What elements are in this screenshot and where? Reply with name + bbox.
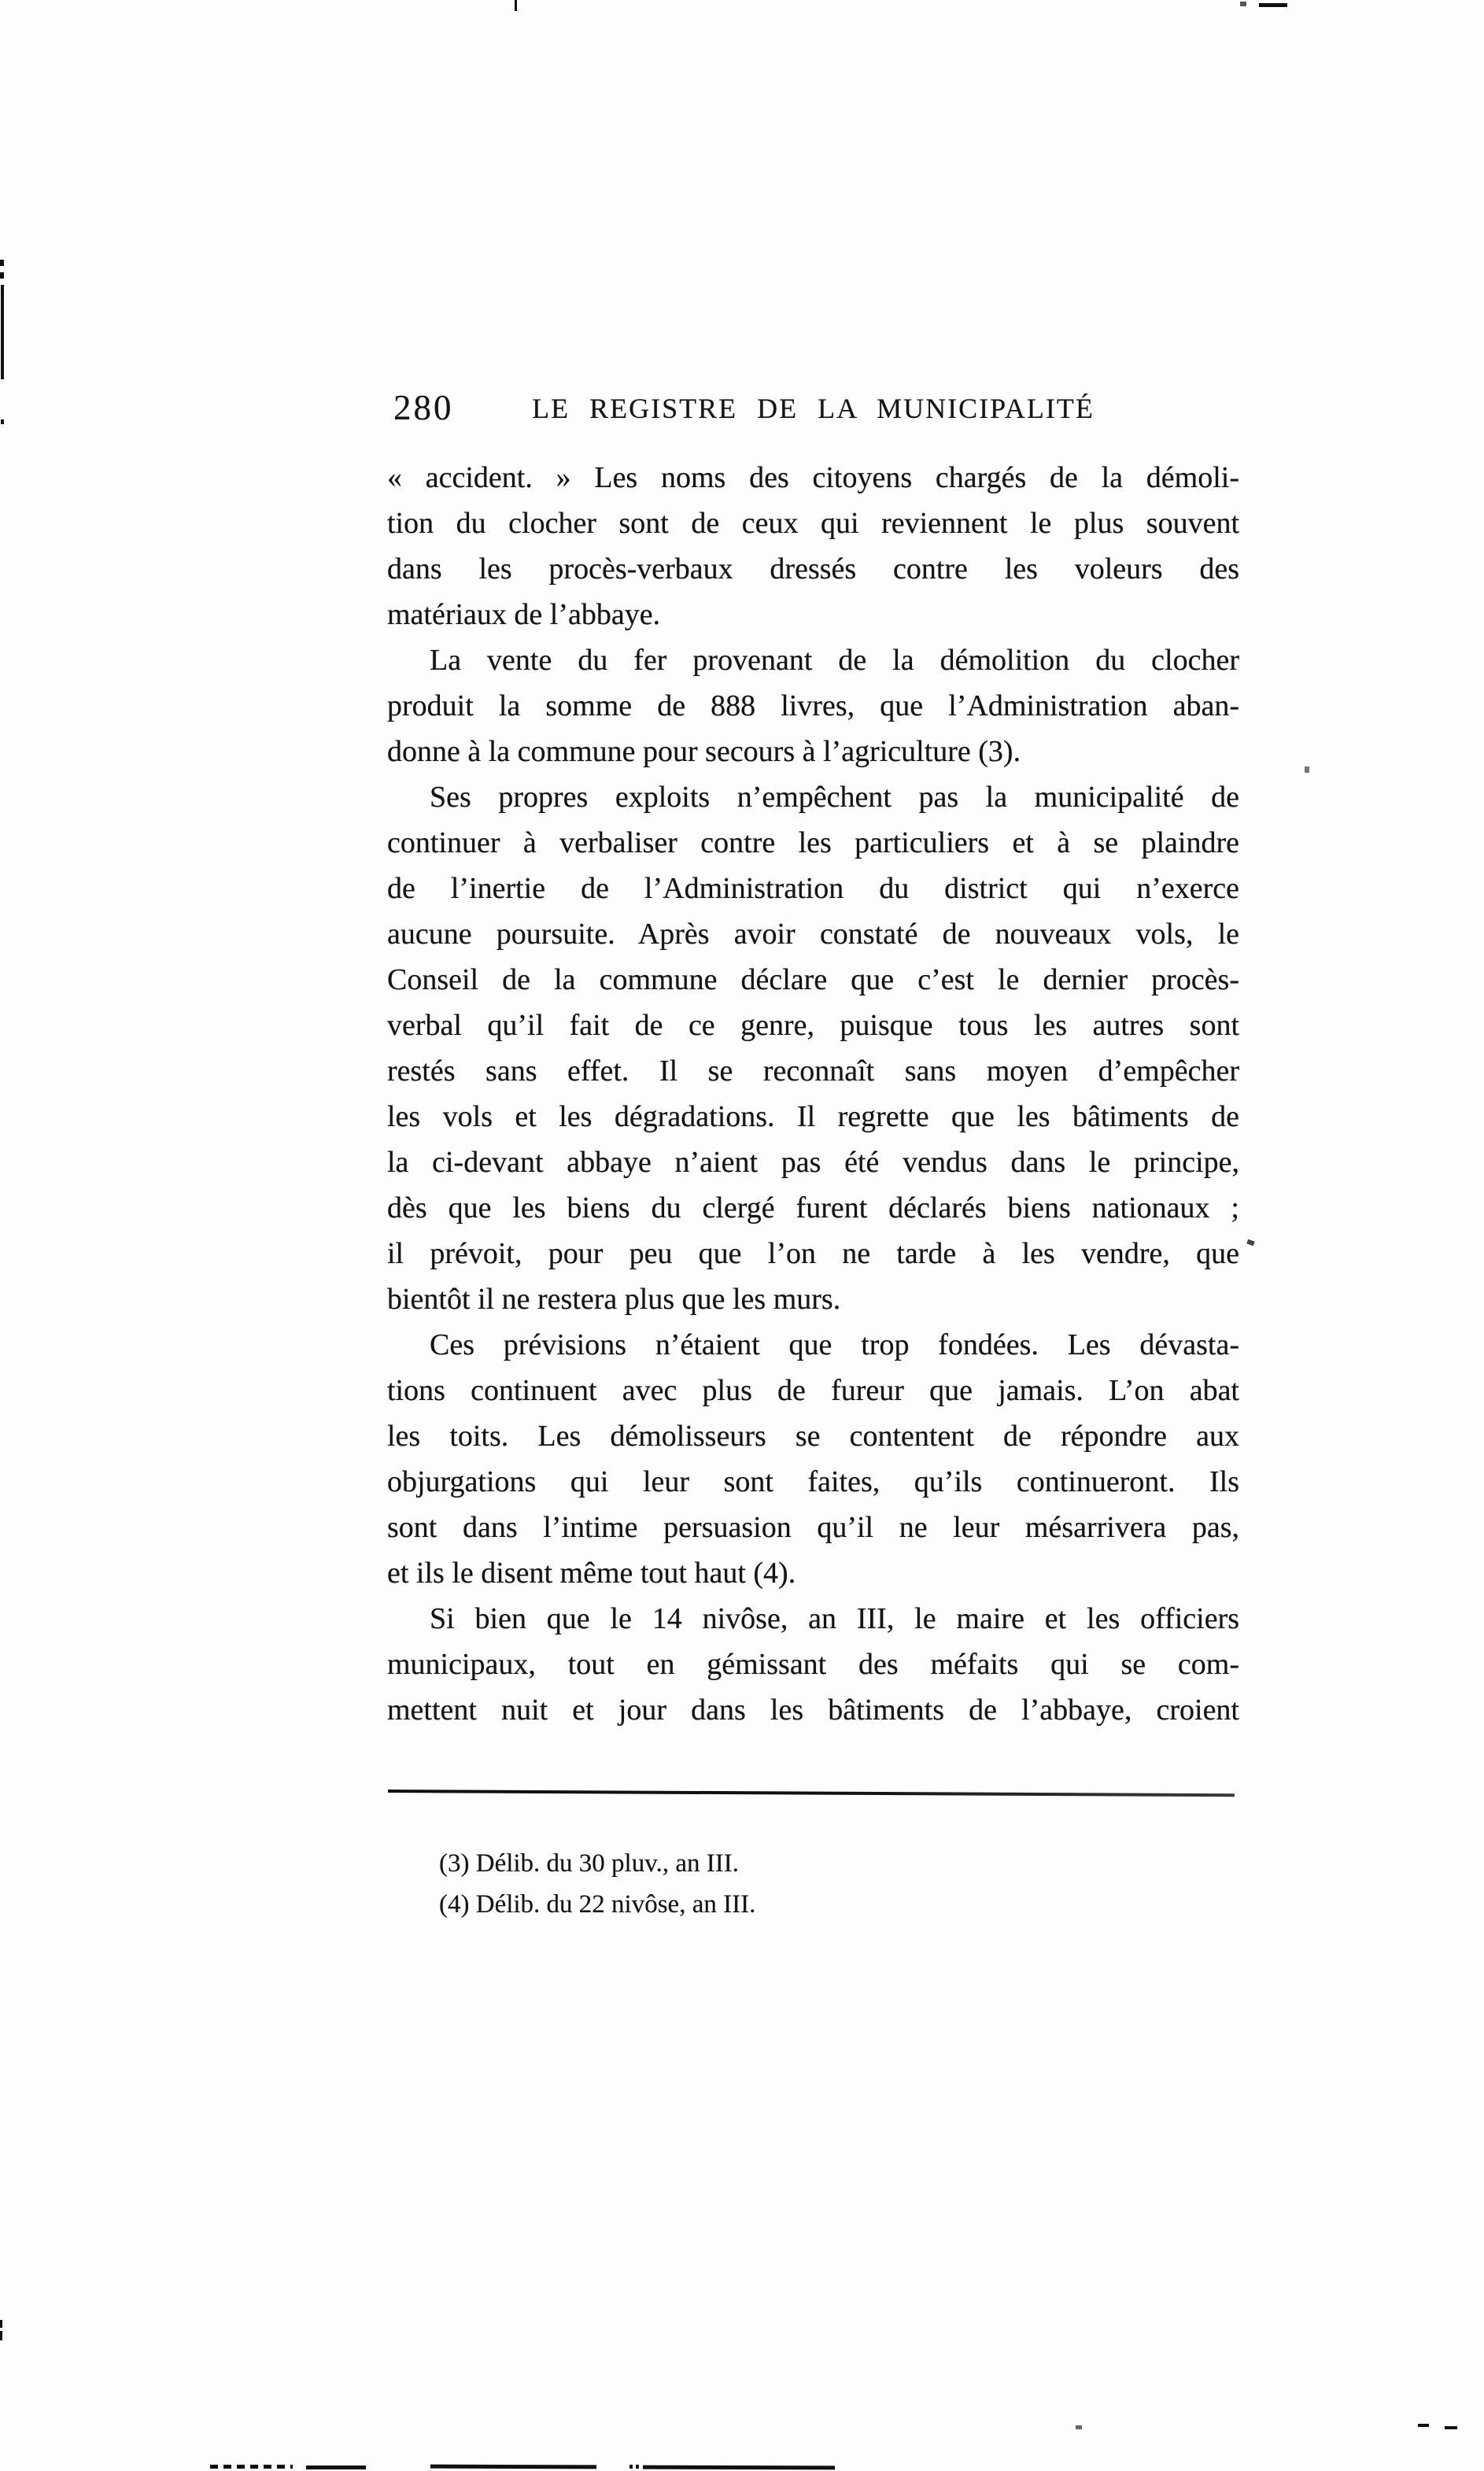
scan-mark-bottom-speck <box>1076 2425 1082 2429</box>
scan-mark-top-right-dash <box>1259 3 1287 7</box>
body-line: Conseil de la commune déclare que c’est le dernier procès- <box>387 963 1239 996</box>
scan-mark-right-speck <box>1305 766 1309 773</box>
scan-mark-bottom-rule <box>629 2465 640 2469</box>
body-line: tions continuent avec plus de fureur que jamais. L’on abat <box>387 1374 1239 1407</box>
body-line: verbal qu’il fait de ce genre, puisque tous les autres sont <box>387 1009 1239 1042</box>
body-line: Ses propres exploits n’empêchent pas la municipalité de <box>430 781 1239 814</box>
paragraph <box>387 637 1239 774</box>
body-line: les vols et les dégradations. Il regrette que les bâtiments de <box>387 1100 1239 1133</box>
scan-mark-top-tick <box>515 0 517 11</box>
body-line: Si bien que le 14 nivôse, an III, le maire et les officiers <box>430 1602 1239 1635</box>
scan-mark-bottom-right-dash <box>1418 2424 1429 2427</box>
body-line: produit la somme de 888 livres, que l’Administration aban- <box>387 689 1239 722</box>
body-line: mettent nuit et jour dans les bâtiments de l’abbaye, croient <box>387 1694 1239 1727</box>
footnote-text: Délib. du 30 pluv., an III. <box>475 1849 739 1878</box>
footnote-marker: (4) <box>439 1890 470 1919</box>
body-line: et ils le disent même tout haut (4). <box>387 1557 796 1590</box>
body-line: objurgations qui leur sont faites, qu’ils continueront. Ils <box>387 1465 1239 1498</box>
body-line: municipaux, tout en gémissant des méfaits qui se com- <box>387 1648 1239 1681</box>
scan-mark-top-right-speck <box>1240 2 1246 6</box>
scan-mark-left-tick <box>0 272 4 279</box>
body-line: restés sans effet. Il se reconnaît sans moyen d’empêcher <box>387 1055 1239 1088</box>
footnote-separator <box>388 1790 1235 1797</box>
body-line: tion du clocher sont de ceux qui reviennent le plus souvent <box>387 507 1239 540</box>
footnote-text: Délib. du 22 nivôse, an III. <box>475 1890 756 1919</box>
scan-mark-bottom-rule <box>306 2465 366 2469</box>
page-number: 280 <box>393 388 454 427</box>
body-line: sont dans l’intime persuasion qu’il ne leur mésarrivera pas, <box>387 1511 1239 1544</box>
footnote <box>387 1884 1239 1925</box>
scan-mark-left-edge-line <box>1 285 4 379</box>
body-line: « accident. » Les noms des citoyens chargés de la démoli- <box>387 461 1239 494</box>
paragraph <box>387 455 1239 637</box>
scan-mark-bottom-right-dash <box>1445 2426 1457 2429</box>
footnotes <box>387 1843 1239 1925</box>
footnote <box>387 1843 1239 1884</box>
scan-mark-bottom-rule <box>643 2465 835 2470</box>
body-line: aucune poursuite. Après avoir constaté de nouveaux vols, le <box>387 918 1239 951</box>
body-line: donne à la commune pour secours à l’agriculture (3). <box>387 735 1021 768</box>
paragraph <box>387 1596 1239 1733</box>
body-line: il prévoit, pour peu que l’on ne tarde à les vendre, que <box>387 1237 1239 1270</box>
body-line: de l’inertie de l’Administration du district qui n’exerce <box>387 872 1239 905</box>
scan-mark-left-dot <box>1 419 4 424</box>
scan-mark-left-tick <box>0 2320 2 2328</box>
scan-mark-bottom-rule <box>210 2465 293 2469</box>
body-line: les toits. Les démolisseurs se contentent de répondre aux <box>387 1420 1239 1453</box>
body-line: dès que les biens du clergé furent déclarés biens nationaux ; <box>387 1191 1239 1224</box>
body-line: la ci-devant abbaye n’aient pas été vendus dans le principe, <box>387 1146 1239 1179</box>
paragraph <box>387 774 1239 1322</box>
scan-mark-right-margin <box>1246 1239 1255 1247</box>
footnote-marker: (3) <box>439 1849 470 1878</box>
body-line: La vente du fer provenant de la démolition du clocher <box>430 644 1239 677</box>
body-line: dans les procès-verbaux dressés contre les voleurs des <box>387 552 1239 585</box>
page-body <box>387 455 1239 1733</box>
scan-mark-bottom-rule <box>430 2465 596 2469</box>
body-line: matériaux de l’abbaye. <box>387 598 661 631</box>
body-line: bientôt il ne restera plus que les murs. <box>387 1283 841 1316</box>
running-header: LE REGISTRE DE LA MUNICIPALITÉ <box>532 393 1095 424</box>
scan-mark-left-tick <box>0 260 4 266</box>
body-line: continuer à verbaliser contre les particuliers et à se plaindre <box>387 826 1239 859</box>
paragraph <box>387 1322 1239 1596</box>
scan-mark-left-tick <box>0 2331 2 2340</box>
body-line: Ces prévisions n’étaient que trop fondées. Les dévasta- <box>430 1328 1239 1361</box>
